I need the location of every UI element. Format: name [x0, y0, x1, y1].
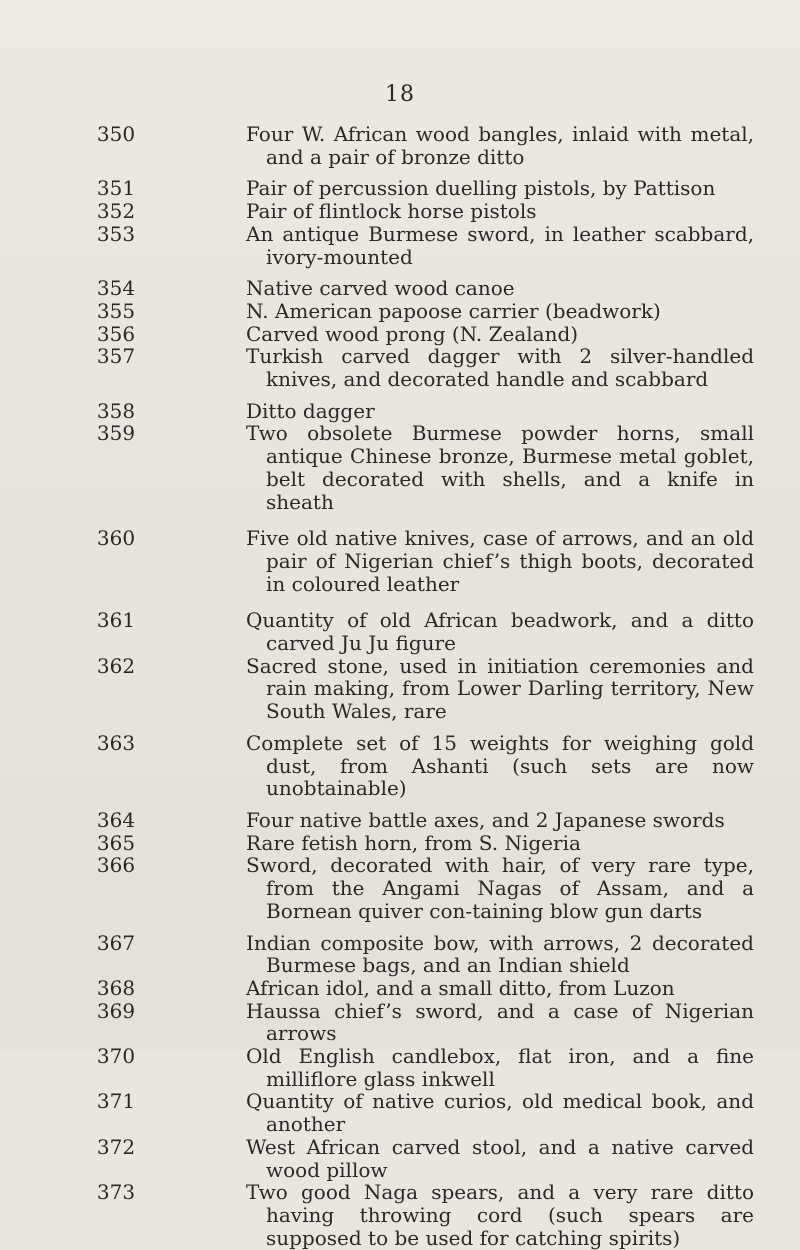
lot-description: Five old native knives, case of arrows, and an old pair of Nigerian chief’s thigh boots, decorated in coloured leather — [246, 526, 754, 596]
lot-entry — [0, 200, 800, 223]
lot-number: 355 — [96, 298, 136, 323]
lot-entry — [0, 932, 800, 977]
lot-entry — [0, 977, 800, 1000]
lot-number: 367 — [96, 930, 136, 955]
lot-entry — [0, 345, 800, 390]
lot-number: 363 — [96, 730, 136, 755]
lot-number: 362 — [96, 653, 136, 678]
lot-entry — [0, 1181, 800, 1249]
lot-description: Rare fetish horn, from S. Nigeria — [246, 830, 581, 855]
lot-number: 360 — [96, 526, 136, 551]
page-number: 18 — [385, 82, 415, 107]
lot-description: Carved wood prong (N. Zealand) — [246, 321, 579, 346]
lot-description: Two good Naga spears, and a very rare ditto having throwing cord (such spears are supposed to be used for catching spirits) — [246, 1180, 754, 1250]
lot-number: 350 — [96, 122, 136, 146]
lot-number: 358 — [96, 398, 136, 423]
lot-description: Complete set of 15 weights for weighing gold dust, from Ashanti (such sets are now unobtainable) — [246, 730, 754, 801]
lot-entry — [0, 300, 800, 323]
lot-entry — [0, 1090, 800, 1135]
lot-description: Ditto dagger — [246, 398, 375, 423]
lot-entry — [0, 732, 800, 800]
lot-entry — [0, 609, 800, 654]
lot-number: 366 — [96, 853, 136, 878]
lot-entry — [0, 527, 800, 595]
lot-description: An antique Burmese sword, in leather scabbard, ivory-mounted — [246, 221, 754, 269]
lot-number: 352 — [96, 199, 136, 224]
lot-description: Two obsolete Burmese powder horns, small antique Chinese bronze, Burmese metal goblet, belt decorated with shells, and a knife in sheath — [246, 421, 754, 514]
lot-description: West African carved stool, and a native carved wood pillow — [246, 1134, 754, 1182]
lot-number: 373 — [96, 1180, 136, 1205]
lot-description: Four W. African wood bangles, inlaid with metal, and a pair of bronze ditto — [246, 122, 754, 169]
lot-number: 364 — [96, 807, 136, 832]
lot-list — [0, 123, 800, 1249]
lot-description: Pair of percussion duelling pistols, by Pattison — [246, 176, 716, 201]
lot-entry — [0, 123, 800, 168]
lot-number: 372 — [96, 1134, 136, 1159]
lot-entry — [0, 854, 800, 922]
lot-entry — [0, 1000, 800, 1045]
lot-description: Haussa chief’s sword, and a case of Nigerian arrows — [246, 998, 754, 1046]
lot-number: 369 — [96, 998, 136, 1023]
lot-description: Quantity of old African beadwork, and a ditto carved Ju Ju figure — [246, 608, 754, 656]
lot-entry — [0, 655, 800, 723]
lot-entry — [0, 177, 800, 200]
lot-number: 361 — [96, 608, 136, 633]
lot-description: N. American papoose carrier (beadwork) — [246, 298, 661, 323]
lot-description: Indian composite bow, with arrows, 2 decorated Burmese bags, and an Indian shield — [246, 930, 754, 978]
lot-entry — [0, 1045, 800, 1090]
lot-entry — [0, 323, 800, 346]
lot-entry — [0, 277, 800, 300]
lot-number: 365 — [96, 830, 136, 855]
lot-number: 371 — [96, 1089, 136, 1114]
lot-description: Native carved wood canoe — [246, 276, 515, 301]
lot-number: 368 — [96, 975, 136, 1000]
lot-number: 351 — [96, 176, 136, 201]
lot-description: Sword, decorated with hair, of very rare type, from the Angami Nagas of Assam, and a Bornean quiver con-taining blow gun darts — [246, 853, 754, 923]
lot-number: 354 — [96, 276, 136, 301]
lot-entry — [0, 422, 800, 513]
lot-description: Pair of flintlock horse pistols — [246, 199, 537, 224]
lot-description: Sacred stone, used in initiation ceremonies and rain making, from Lower Darling territory, New South Wales, rare — [246, 653, 754, 724]
lot-entry — [0, 223, 800, 268]
lot-number: 359 — [96, 421, 136, 446]
lot-description: Four native battle axes, and 2 Japanese swords — [246, 807, 725, 832]
lot-number: 370 — [96, 1044, 136, 1069]
lot-entry — [0, 832, 800, 855]
lot-number: 356 — [96, 321, 136, 346]
lot-description: Old English candlebox, flat iron, and a fine milliflore glass inkwell — [246, 1044, 754, 1091]
lot-entry — [0, 400, 800, 423]
lot-entry — [0, 1136, 800, 1181]
lot-description: African idol, and a small ditto, from Luzon — [246, 975, 675, 1000]
lot-description: Quantity of native curios, old medical book, and another — [246, 1089, 754, 1137]
lot-number: 353 — [96, 221, 136, 246]
lot-description: Turkish carved dagger with 2 silver-handled knives, and decorated handle and scabbard — [246, 344, 754, 392]
lot-number: 357 — [96, 344, 136, 369]
lot-entry — [0, 809, 800, 832]
